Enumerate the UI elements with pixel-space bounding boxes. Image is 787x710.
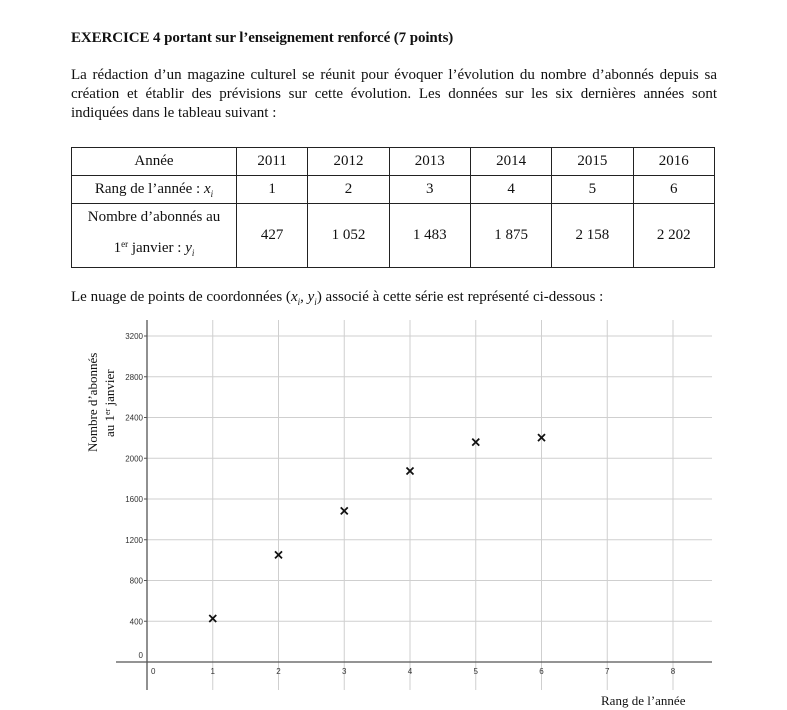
table-cell: 3 <box>389 176 470 204</box>
y-axis-label-line2: au 1er janvier <box>102 369 117 437</box>
x-tick-label: 2 <box>276 667 281 676</box>
table-cell: 2 <box>308 176 389 204</box>
table-cell: 2 158 <box>552 204 633 268</box>
table-cell: 4 <box>470 176 551 204</box>
subs-label-post: janvier : <box>128 240 186 256</box>
y-axis-label: Nombre d’abonnés <box>85 352 100 452</box>
exercise-intro: La rédaction d’un magazine culturel se réunit pour évoquer l’évolution du nombre d’abonnés depuis sa création et établir des prévisions sur cette évolution. Les données sur les six dernières années sont indiquées dans le tableau suivant : <box>71 67 717 121</box>
x-tick-label: 0 <box>151 667 156 676</box>
rank-sub: i <box>210 188 214 199</box>
table-cell: 2013 <box>389 148 470 176</box>
cloud-sep: , <box>300 289 308 305</box>
x-tick-label: 6 <box>539 667 544 676</box>
cloud-yi: y <box>307 289 315 305</box>
table-cell: 2012 <box>308 148 389 176</box>
subs-label-num: 1 <box>113 240 122 256</box>
cloud-text-before: Le nuage de points de coordonnées ( <box>71 289 291 305</box>
x-tick-label: 4 <box>407 667 413 676</box>
x-tick-label: 1 <box>210 667 215 676</box>
x-tick-label: 5 <box>473 667 478 676</box>
table-cell: 1 483 <box>389 204 470 268</box>
exercise-title: EXERCICE 4 portant sur l’enseignement renforcé (7 points) <box>71 30 454 46</box>
y-tick-label: 400 <box>129 617 143 627</box>
y-tick-label: 0 <box>138 651 143 660</box>
chart-axes <box>116 320 712 690</box>
table-header-year: Année <box>72 148 237 176</box>
table-cell: 427 <box>237 204 308 268</box>
table-cell: 2 202 <box>633 204 714 268</box>
chart-points <box>209 434 545 622</box>
y-tick-label: 800 <box>129 576 143 586</box>
table-cell: 5 <box>552 176 633 204</box>
cloud-text-after: ) associé à cette série est représenté ci-dessous : <box>316 289 604 305</box>
subs-var: y <box>185 240 192 256</box>
y-tick-label: 2800 <box>125 372 143 382</box>
subs-label-line1: Nombre d’abonnés au <box>87 209 221 225</box>
table-cell: 1 <box>237 176 308 204</box>
x-tick-label: 8 <box>670 667 676 676</box>
table-cell: 6 <box>633 176 714 204</box>
rank-var: x <box>203 180 211 197</box>
x-axis-label: Rang de l’année <box>601 693 686 708</box>
chart-grid <box>147 320 712 690</box>
x-tick-label: 3 <box>342 667 347 676</box>
y-tick-label: 2400 <box>125 413 143 423</box>
chart-ticks <box>125 332 676 676</box>
x-tick-label: 7 <box>605 667 610 676</box>
cloud-xi-sub: i <box>297 297 301 307</box>
y-tick-label: 1200 <box>125 535 143 545</box>
table-cell: 2016 <box>633 148 714 176</box>
table-cell: 2011 <box>237 148 308 176</box>
cloud-yi-sub: i <box>314 297 317 307</box>
y-tick-label: 2000 <box>125 454 143 464</box>
table-cell: 1 052 <box>308 204 389 268</box>
y-tick-label: 1600 <box>125 495 143 504</box>
subs-label-sup: er <box>121 239 129 249</box>
table-cell: 1 875 <box>470 204 551 268</box>
y-tick-label: 3200 <box>125 332 143 341</box>
cloud-xi: x <box>290 289 298 305</box>
rank-label: Rang de l’année : <box>94 180 204 197</box>
subs-sub: i <box>191 248 195 258</box>
table-cell: 2014 <box>470 148 551 176</box>
table-cell: 2015 <box>552 148 633 176</box>
